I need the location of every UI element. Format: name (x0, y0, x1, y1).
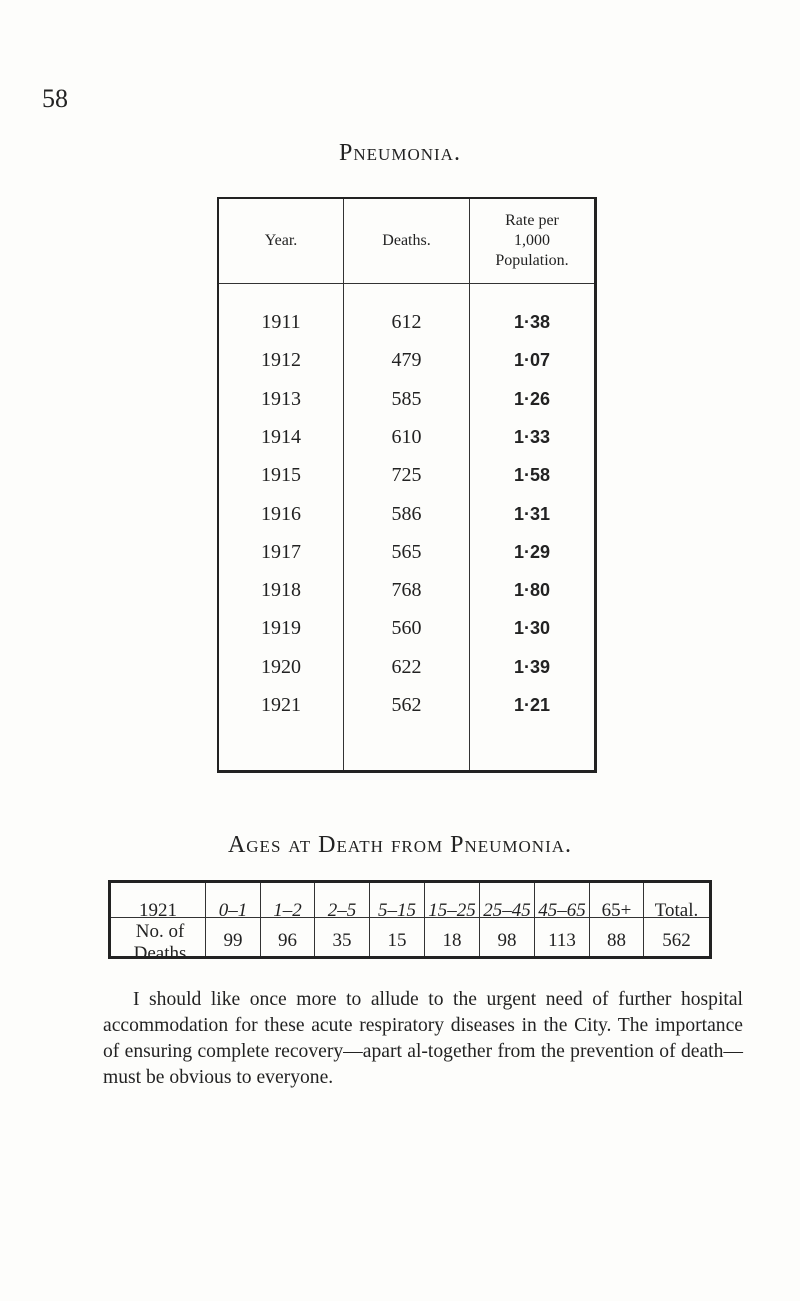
ages-table-title: Ages at Death from Pneumonia. (227, 832, 573, 858)
cell-rate: 1·31 (513, 504, 551, 524)
cell-year: 1918 (261, 579, 301, 601)
body-paragraph: I should like once more to allude to the urgent need of further hospital accommodation for these acute respiratory diseases in the City. The importance of ensuring complete recovery—apart al-together from the prevention of death—must be obvious to everyone. (103, 989, 743, 1088)
cell-year: 1911 (261, 311, 301, 333)
deaths-cell: 562 (662, 930, 691, 951)
cell-year: 1913 (261, 388, 301, 410)
row-label-line2: Deaths (133, 943, 187, 964)
cell-deaths: 725 (391, 464, 422, 486)
cell-year: 1919 (261, 617, 301, 639)
cell-deaths: 622 (391, 656, 422, 678)
row-label (116, 921, 204, 965)
cell-year: 1912 (261, 349, 301, 371)
header-rate (470, 200, 594, 282)
deaths-cell: 98 (497, 930, 517, 951)
age-group-header: Total. (654, 900, 699, 921)
cell-deaths: 565 (391, 541, 422, 563)
cell-deaths: 562 (391, 694, 422, 716)
row-label-line1: No. of (135, 921, 185, 942)
header-rate-line2: 1,000 (514, 232, 550, 249)
header-year: Year. (264, 232, 298, 249)
header-deaths: Deaths. (382, 232, 431, 249)
deaths-cell: 113 (548, 930, 576, 951)
cell-rate: 1·26 (513, 389, 551, 409)
cell-year: 1917 (261, 541, 301, 563)
header-rate-line1: Rate per (505, 212, 559, 229)
cell-deaths: 585 (391, 388, 422, 410)
age-group-header: 0–1 (218, 900, 248, 921)
deaths-cell: 15 (387, 930, 407, 951)
deaths-cell: 18 (442, 930, 462, 951)
deaths-cell: 88 (607, 930, 626, 951)
cell-rate: 1·30 (513, 618, 551, 638)
cell-rate: 1·29 (513, 542, 551, 562)
age-group-header: 25–45 (483, 900, 531, 921)
cell-rate: 1·58 (513, 465, 551, 485)
cell-deaths: 612 (391, 311, 422, 333)
deaths-cell: 96 (278, 930, 297, 951)
cell-deaths: 586 (391, 503, 422, 525)
age-group-header: 5–15 (378, 900, 416, 921)
age-group-header: 1–2 (273, 900, 302, 921)
cell-deaths: 479 (391, 349, 422, 371)
cell-year: 1921 (261, 694, 301, 716)
age-group-header: 2–5 (327, 900, 357, 921)
cell-year: 1920 (261, 656, 301, 678)
cell-deaths: 610 (391, 426, 422, 448)
cell-rate: 1·07 (513, 350, 551, 370)
deaths-cell: 35 (332, 930, 352, 951)
page-number: 58 (42, 84, 68, 113)
age-group-header: 15–25 (428, 900, 476, 921)
table2-year: 1921 (139, 900, 177, 921)
cell-rate: 1·39 (513, 657, 551, 677)
cell-deaths: 560 (391, 617, 422, 639)
cell-year: 1916 (261, 503, 301, 525)
cell-rate: 1·21 (513, 695, 551, 715)
age-group-header: 45–65 (538, 900, 586, 921)
header-rate-line3: Population. (495, 252, 569, 269)
pneumonia-table-title: Pneumonia. (339, 140, 461, 166)
cell-rate: 1·80 (513, 580, 551, 600)
cell-rate: 1·33 (513, 427, 551, 447)
deaths-cell: 99 (223, 930, 243, 951)
cell-deaths: 768 (391, 579, 422, 601)
age-group-header: 65+ (601, 900, 632, 921)
cell-year: 1915 (261, 464, 301, 486)
cell-year: 1914 (261, 426, 301, 448)
cell-rate: 1·38 (513, 312, 551, 332)
header-divider (219, 283, 594, 284)
